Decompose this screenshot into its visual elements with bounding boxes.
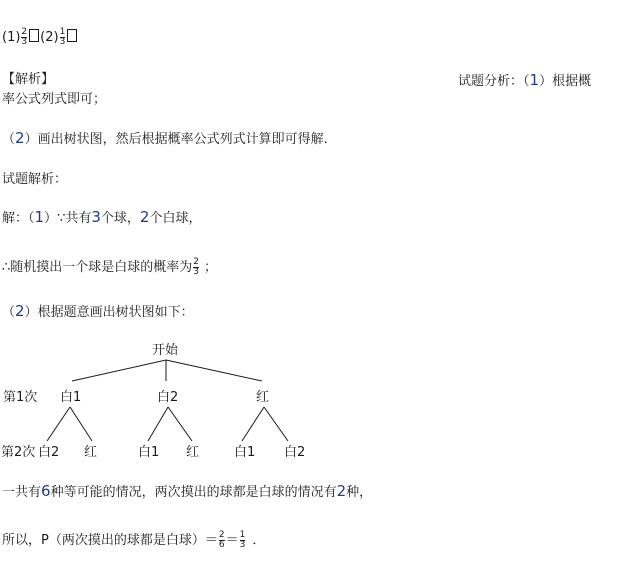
answer-part1-label: (1): [2, 30, 21, 45]
conclusion-text: 种等可能的情况，两次摸出的球都是白球的情况有: [50, 485, 337, 500]
tree-edge: [264, 407, 288, 441]
paren-close: ）: [24, 132, 38, 147]
step-text: ；: [204, 260, 218, 275]
fraction-denominator: 3: [193, 267, 200, 277]
step-prefix: 解：（: [2, 211, 35, 226]
conclusion-line2: [2, 531, 265, 550]
tree-level1-label: 第1次: [3, 390, 38, 405]
answer-part2-label: (2): [40, 30, 59, 45]
tree-level2-node: 白2: [38, 445, 60, 460]
part-number: 2: [15, 302, 25, 320]
fraction-denominator: 3: [21, 37, 28, 47]
analysis-part2-text: 画出树状图，然后根据概率公式列式计算即可得解.: [37, 132, 328, 147]
analysis-intro-continued: 率公式列式即可；: [2, 92, 107, 107]
ball-count: 3: [91, 208, 101, 226]
paren-open: （: [2, 305, 16, 320]
conclusion-text: 种，: [346, 485, 373, 500]
tree-level2-node: 白1: [234, 445, 256, 460]
total-outcomes: 6: [41, 482, 51, 500]
paren-close: ）: [539, 74, 553, 89]
fraction-numerator: 2: [218, 530, 225, 540]
tree-edge: [70, 407, 92, 441]
tree-level2-node: 红: [186, 445, 200, 460]
tree-root: 开始: [152, 343, 179, 358]
tree-edge: [148, 407, 168, 441]
analysis-intro-text: 根据概: [552, 74, 592, 89]
step-text: 个白球，: [149, 211, 202, 226]
fraction-numerator: 1: [239, 530, 246, 540]
tree-level1-node: 红: [256, 390, 270, 405]
step-text: ）根据题意画出树状图如下：: [24, 305, 194, 320]
tree-level1-node: 白2: [157, 390, 179, 405]
conclusion-text: 所以，P（两次摸出的球都是白球）＝: [2, 533, 218, 548]
fraction-denominator: 3: [59, 37, 66, 47]
fraction-numerator: 2: [21, 27, 28, 37]
step-text: ）∵共有: [44, 211, 92, 226]
tree-level2-node: 白1: [138, 445, 160, 460]
paren-open: （: [523, 74, 530, 89]
tree-edge: [166, 360, 262, 381]
fraction-numerator: 1: [59, 27, 66, 37]
conclusion-text: ．: [252, 533, 266, 548]
part-number: 1: [34, 208, 45, 226]
tree-level2-node: 白2: [284, 445, 306, 460]
solution-heading: 试题解析：: [2, 172, 68, 187]
tree-edge: [168, 407, 192, 441]
analysis-intro-label: 试题分析：: [458, 74, 524, 89]
tree-level2-label: 第2次: [1, 445, 36, 460]
tree-edge: [72, 360, 166, 381]
conclusion-line1: [2, 483, 372, 501]
analysis-heading: 【解析】: [2, 72, 55, 87]
equals-sign: ＝: [225, 533, 239, 548]
tree-edge: [47, 407, 70, 441]
tree-level1-node: 白1: [60, 390, 82, 405]
tree-edge: [242, 407, 264, 441]
fraction-denominator: 3: [239, 540, 246, 550]
favorable-outcomes: 2: [336, 482, 347, 500]
probability-fraction-simplified: [240, 531, 246, 550]
part-number: 2: [15, 129, 25, 147]
probability-fraction: [219, 531, 225, 550]
tree-level2-node: 红: [84, 445, 98, 460]
step-text: ∴随机摸出一个球是白球的概率为: [2, 260, 193, 275]
paren-open: （: [2, 132, 16, 147]
fraction-denominator: 6: [218, 540, 225, 550]
conclusion-text: 一共有: [2, 485, 42, 500]
step-text: 个球，: [100, 211, 140, 226]
part-number: 1: [529, 71, 540, 89]
white-ball-count: 2: [139, 208, 150, 226]
fraction-numerator: 2: [193, 257, 200, 267]
